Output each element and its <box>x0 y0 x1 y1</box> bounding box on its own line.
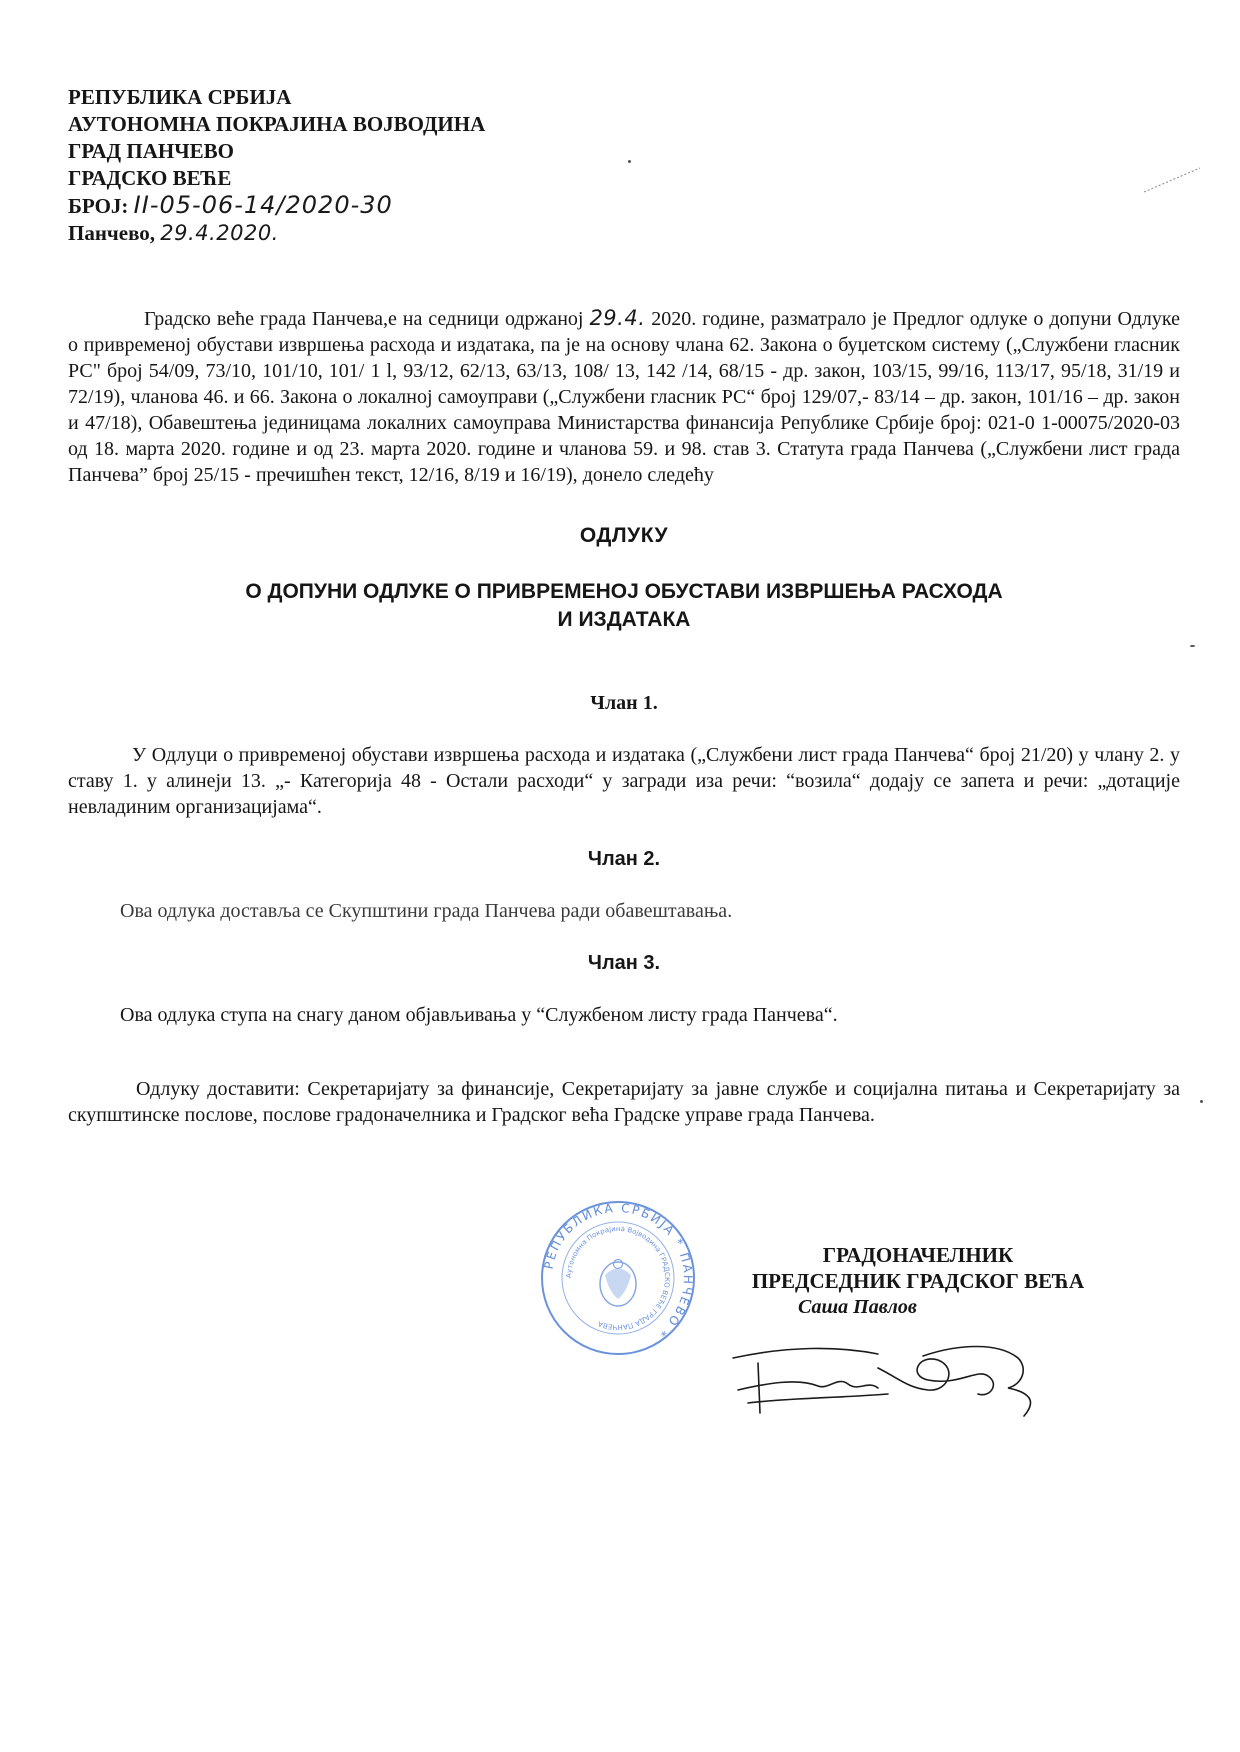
intro-text-start: Градско веће града Панчева,е на седници одржаној <box>144 308 590 330</box>
place-label: Панчево, <box>68 221 156 245</box>
signature-block <box>718 1242 1118 1320</box>
session-date-handwritten: 29.4. <box>589 306 646 330</box>
scan-speck <box>1200 1100 1203 1103</box>
subtitle-line-1: О ДОПУНИ ОДЛУКЕ О ПРИВРЕМЕНОЈ ОБУСТАВИ ИЗВРШЕЊА РАСХОДА <box>245 580 1003 603</box>
header-number <box>68 192 1180 220</box>
intro-text-rest: 2020. године, разматрало је Предлог одлуке о допуни Одлуке о привременој обустави извршења расхода и издатака, па је на основу члана 62. Закона о буџетском систему („Службени гласник РС" број 54/09, 73/10, 101/10, 101/ 1 l, 93/12, 62/13, 63/13, 108/ 13, 142 /14, 68/15 - др. закон, 103/15, 99/16, 113/17, 95/18, 31/19 и 72/19), чланова 46. и 66. Закона о локалној самоуправи („Службени гласник РС“ број 129/07,- 83/14 – др. закон, 101/16 – др. закон и 47/18), Обавештења јединицама локалних самоуправа Министарства финансија Републике Србије број: 021-0 1-00075/2020-03 од 18. марта 2020. године и од 23. марта 2020. године и чланова 59. и 98. став 3. Статута града Панчева („Службени лист града Панчева” број 25/15 - пречишћен текст, 12/16, 8/19 и 16/19), донело следећу <box>68 308 1180 486</box>
header-city: ГРАД ПАНЧЕВО <box>68 139 234 163</box>
header-province: АУТОНОМНА ПОКРАЈИНА ВОЈВОДИНА <box>68 112 486 136</box>
header-place-date <box>68 220 1180 247</box>
intro-paragraph <box>68 305 1180 488</box>
official-stamp <box>538 1198 698 1358</box>
date-handwritten: 29.4.2020. <box>160 221 279 245</box>
signatory-title-president: ПРЕДСЕДНИК ГРАДСКОГ ВЕЋА <box>751 1269 1085 1293</box>
scan-speck <box>1190 645 1195 647</box>
decision-subtitle <box>68 578 1180 634</box>
number-handwritten: II-05-06-14/2020-30 <box>133 191 393 219</box>
coat-of-arms-icon <box>600 1260 636 1307</box>
article-3-heading: Члан 3. <box>587 952 661 974</box>
article-1-text: У Одлуци о привременој обустави извршења расхода и издатака („Службени лист града Панчева“ број 21/20) у члану 2. у ставу 1. у алинеји 13. „- Категорија 48 - Остали расходи“ у загради иза речи: “возила“ додају се запета и речи: „дотације невладиним организацијама“. <box>68 744 1180 818</box>
subtitle-line-2: И ИЗДАТАКА <box>557 608 691 631</box>
scan-artifact-line <box>1140 160 1220 200</box>
article-2-heading: Члан 2. <box>587 848 661 870</box>
article-2-text: Ова одлука доставља се Скупштини града Панчева ради обавештавања. <box>120 900 733 922</box>
number-label: БРОЈ: <box>68 194 129 218</box>
header-body: ГРАДСКО ВЕЋЕ <box>68 166 232 190</box>
stamp-inner-text: Аутономна Покрајина Војводина ГРАДСКО ВЕЋЕ ГРАДА ПАНЧЕВА <box>564 1224 672 1332</box>
header-country: РЕПУБЛИКА СРБИЈА <box>68 85 292 109</box>
handwritten-signature <box>728 1328 1048 1418</box>
delivery-paragraph: Одлуку доставити: Секретаријату за финансије, Секретаријату за јавне службе и социјална питања и Секретаријату за скупштинске послове, послове градоначелника и Градског већа Градске управе града Панчева. <box>68 1078 1180 1126</box>
document-header <box>68 84 1180 247</box>
signature-area <box>68 1198 1180 1448</box>
signatory-name: Саша Павлов <box>798 1296 917 1318</box>
article-3-text: Ова одлука ступа на снагу даном објављивања у “Службеном листу града Панчева“. <box>120 1004 838 1026</box>
stamp-outer-text: РЕПУБЛИКА СРБИЈА * ПАНЧЕВО * <box>541 1200 696 1341</box>
scan-speck <box>628 160 631 163</box>
article-1-heading: Члан 1. <box>590 692 658 714</box>
signatory-title-mayor: ГРАДОНАЧЕЛНИК <box>822 1243 1014 1267</box>
decision-title: ОДЛУКУ <box>579 524 669 547</box>
